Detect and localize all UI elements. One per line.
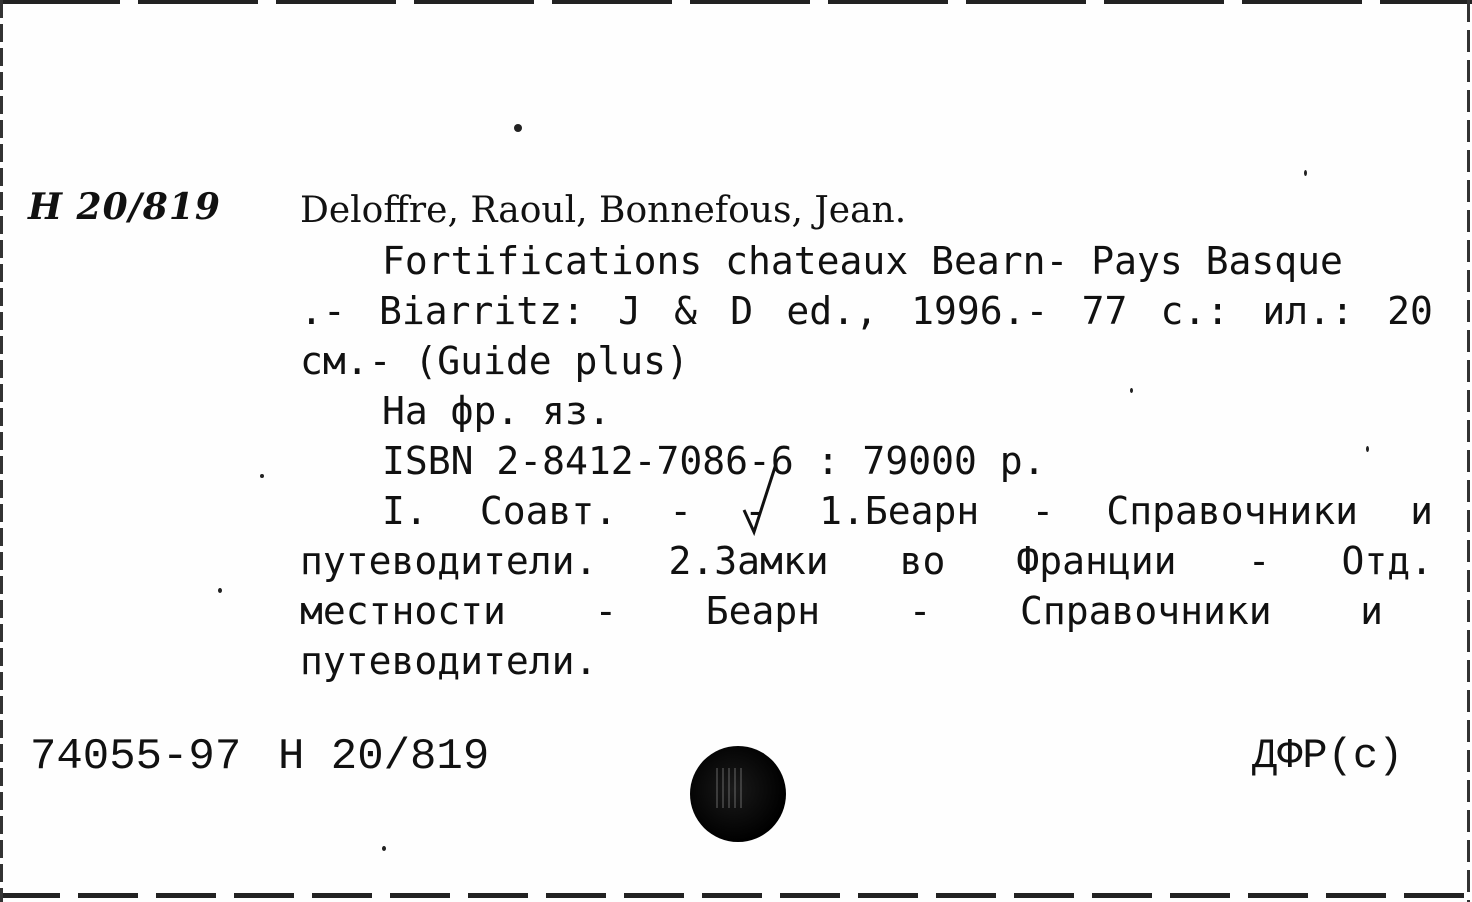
imprint-word: ed.,	[786, 289, 878, 333]
subject-word: Справочники	[1019, 589, 1272, 633]
ink-speck	[260, 474, 264, 478]
subject-word: местности	[300, 589, 506, 633]
imprint-word: 1996.-	[911, 289, 1049, 333]
imprint-word: 77	[1081, 289, 1128, 333]
subject-word: -	[669, 489, 693, 533]
language-note: На фр. яз.	[382, 389, 611, 433]
subject-word: Справочники	[1106, 489, 1359, 533]
series-line: см.- (Guide plus)	[300, 339, 689, 383]
accession-number: 74055-97	[30, 732, 242, 782]
card-border-bottom	[0, 893, 1472, 898]
subject-word: I.	[382, 489, 428, 533]
ink-speck	[382, 846, 386, 851]
department-code: ДФР(с)	[1252, 732, 1404, 780]
imprint-word: с.:	[1160, 289, 1230, 333]
card-border-left	[0, 0, 3, 902]
isbn-line: ISBN 2-8412-7086-6 : 79000 р.	[382, 439, 1046, 483]
subject-word: -	[744, 489, 768, 533]
subject-word: -	[1247, 539, 1271, 583]
subject-word: путеводители.	[300, 539, 598, 583]
imprint-word: J	[618, 289, 641, 333]
subject-word: Беарн	[705, 589, 821, 633]
subjects-line-1	[300, 486, 1433, 536]
footer-call-number: Н 20/819	[278, 732, 490, 782]
subject-word: Соавт.	[479, 489, 618, 533]
imprint-word: 20	[1387, 289, 1433, 333]
check-mark-icon	[742, 460, 782, 540]
subject-word: 1.Беарн	[819, 489, 980, 533]
imprint-line	[300, 286, 1433, 336]
imprint-word: .-	[300, 289, 346, 333]
subject-word: 2.Замки	[668, 539, 829, 583]
handwritten-call-number: Н 20/819	[28, 186, 221, 228]
authors-line: Deloffre, Raoul, Bonnefous, Jean.	[300, 190, 907, 231]
card-border-top	[0, 0, 1472, 4]
imprint-word: &	[674, 289, 698, 333]
subject-word: и	[1410, 489, 1433, 533]
punch-hole	[690, 746, 786, 842]
card-border-right	[1467, 0, 1470, 902]
bibliographic-entry	[300, 186, 1433, 686]
subjects-line-4: путеводители.	[300, 639, 598, 683]
imprint-word: ил.:	[1262, 289, 1354, 333]
subject-word: и	[1360, 589, 1383, 633]
subject-word: -	[908, 589, 932, 633]
subject-word: Отд.	[1341, 539, 1433, 583]
ink-speck	[514, 124, 522, 132]
title-line: Fortifications chateaux Bearn- Pays Basque	[382, 239, 1343, 283]
subject-word: Франции	[1016, 539, 1177, 583]
subject-word: -	[594, 589, 618, 633]
ink-speck	[1304, 170, 1307, 176]
subject-word: -	[1031, 489, 1055, 533]
ink-speck	[218, 588, 222, 593]
imprint-word: Biarritz:	[378, 289, 585, 333]
imprint-word: D	[730, 289, 754, 333]
subject-word: во	[899, 539, 946, 583]
subjects-line-2	[300, 536, 1433, 586]
subjects-line-3	[300, 586, 1433, 636]
